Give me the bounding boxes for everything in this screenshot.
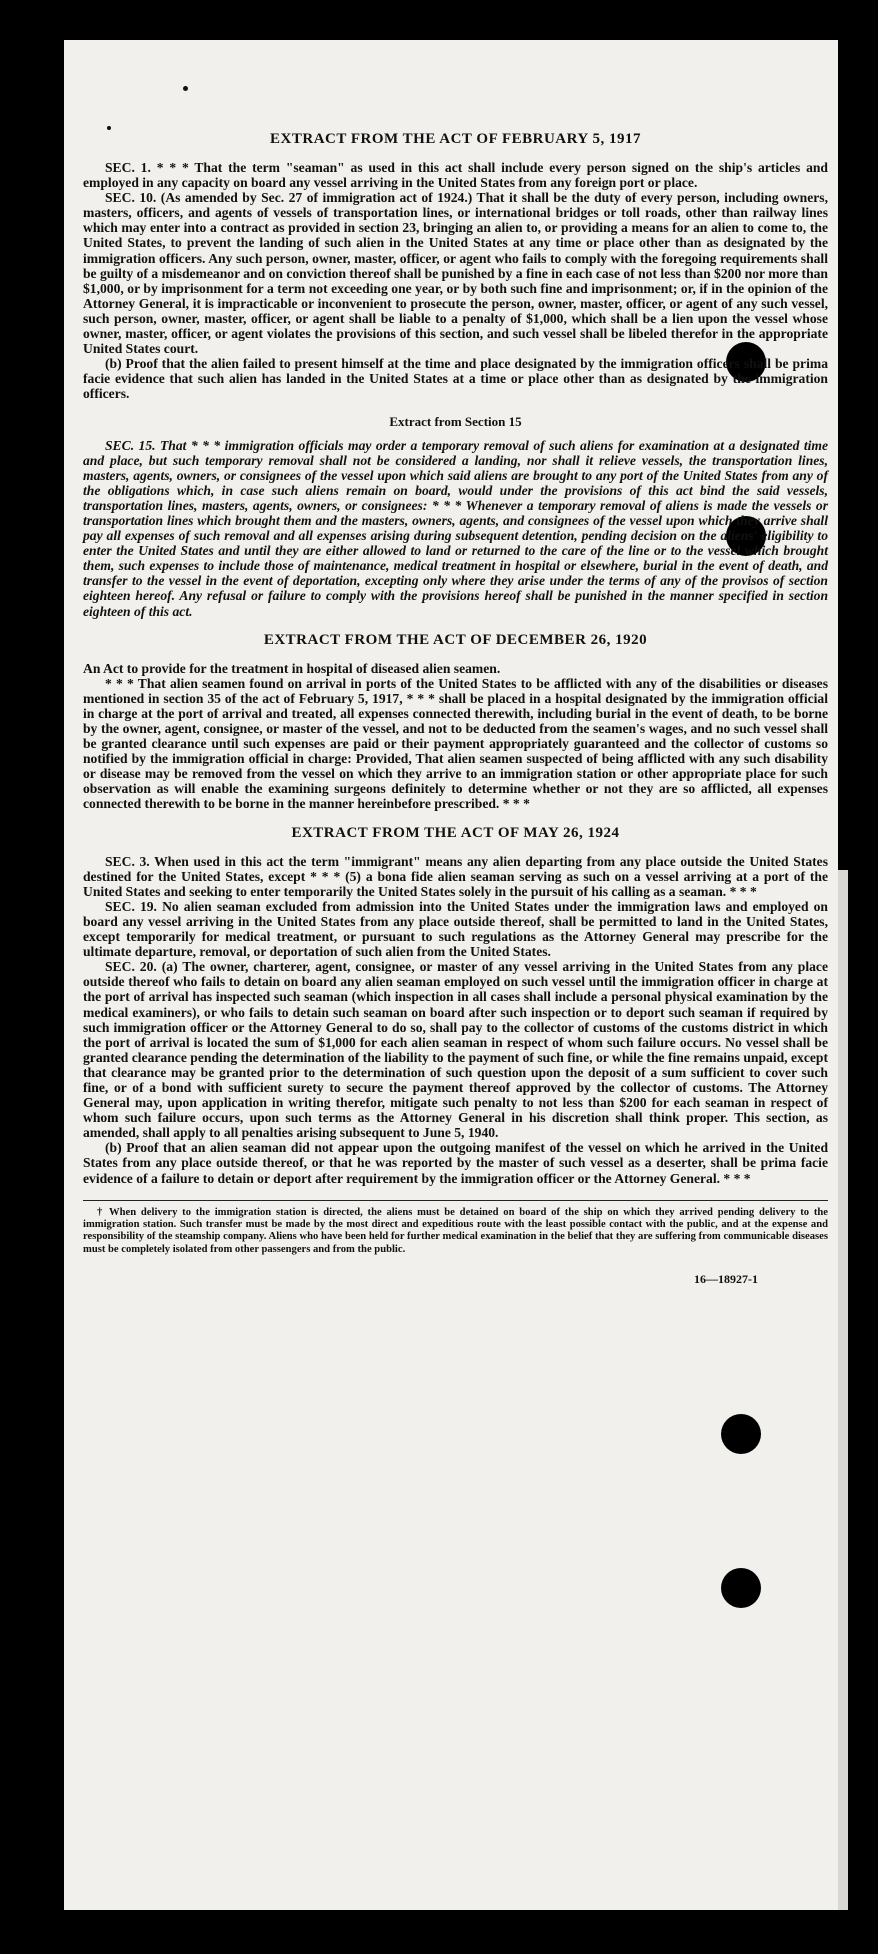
document-body bbox=[83, 130, 828, 1287]
punch-hole bbox=[721, 1568, 761, 1608]
paragraph: An Act to provide for the treatment in hospital of diseased alien seamen. bbox=[83, 660, 501, 676]
paragraph: (b) Proof that the alien failed to present himself at the time and place designated by the immigration officers shall be prima facie evidence that such alien has landed in the United States at a time or place other than as designated by the immigration officers. bbox=[83, 356, 828, 402]
section-heading: EXTRACT FROM THE ACT OF FEBRUARY 5, 1917 bbox=[270, 131, 641, 147]
paragraph: * * * That alien seamen found on arrival in ports of the United States to be afflicted with any of the disabilities or diseases mentioned in section 35 of the act of February 5, 1917, * * * shall be placed in a hospital designated by the immigration official in charge at the port of arrival and treated, all expenses connected therewith, including burial in the event of death, to be borne by the owner, agent, consignee, or master of the vessel, and not to be deducted from the seamen's wages, and no such vessel shall be granted clearance until such expenses are paid or their payment appropriately guaranteed and the collector of customs so notified by the immigration official in charge: Provided, That alien seamen suspected of being afflicted with any such disability or disease may be removed from the vessel on which they arrive to an immigration station or other appropriate place for such observation as will enable the examining surgeons definitely to determine whether or not they are so afflicted, all expenses connected therewith to be borne in the manner hereinbefore prescribed. * * * bbox=[83, 675, 828, 812]
footnote-rule bbox=[83, 1200, 828, 1201]
paragraph: SEC. 19. No alien seaman excluded from admission into the United States under the immigration laws and employed on board any vessel arriving in the United States from any place outside thereof, shall be permitted to land in the United States, except temporarily for medical treatment, or pursuant to such regulations as the Attorney General may prescribe for the ultimate departure, removal, or deportation of such alien from the United States. bbox=[83, 898, 828, 960]
paragraph: (b) Proof that an alien seaman did not appear upon the outgoing manifest of the vessel on which he arrived in the United States from any place outside thereof, or that he was reported by the master of such vessel as a deserter, shall be prima facie evidence of a failure to detain or deport after requirement by the immigration officer or the Attorney General. * * * bbox=[83, 1140, 828, 1186]
section-heading: EXTRACT FROM THE ACT OF MAY 26, 1924 bbox=[291, 824, 620, 841]
section-heading: EXTRACT FROM THE ACT OF DECEMBER 26, 1920 bbox=[263, 631, 648, 648]
paragraph: SEC. 3. When used in this act the term "immigrant" means any alien departing from any place outside the United States destined for the United States, except * * * (5) a bona fide alien seaman serving as such on a vessel arriving at a port of the United States and seeking to enter temporarily the United States solely in the pursuit of his calling as a seaman. * * * bbox=[83, 853, 828, 899]
punch-hole bbox=[721, 1414, 761, 1454]
paragraph: SEC. 10. (As amended by Sec. 27 of immigration act of 1924.) That it shall be the duty of every person, including owners, masters, officers, and agents of vessels of transportation lines, or international bridges or toll roads, other than railway lines which may enter into a contract as provided in section 23, bringing an alien to, or providing a means for an alien to come to, the United States, to prevent the landing of such alien in the United States at any time or place other than as designated by the immigration officers. Any such person, owner, master, officer, or agent who fails to comply with the foregoing requirements shall be guilty of a misdemeanor and on conviction thereof shall be punished by a fine in each case of not less than $200 nor more than $1,000, or by imprisonment for a term not exceeding one year, or by both such fine and imprisonment; or, if in the opinion of the Attorney General, it is impracticable or inconvenient to prosecute the person, owner, master, officer, or agent of any such vessel, such person, owner, master, officer, or agent shall be liable to a penalty of $1,000, which shall be a lien upon the vessel whose owner, master, officer, or agent violates the provisions of this section, and such vessel shall be libeled therefor in the appropriate United States court. bbox=[83, 190, 828, 357]
footnote: † When delivery to the immigration station is directed, the aliens must be detained on board of the ship on which they arrived pending delivery to the immigration station. Such transfer must be made by the most direct and expeditious route with the least possible contact with the public, and at the expense and responsibility of the steamship company. Aliens who have been held for further medical examination in the belief that they are suffering from communicable diseases must be completely isolated from other passengers and from the public. bbox=[83, 1206, 828, 1255]
paragraph: SEC. 20. (a) The owner, charterer, agent, consignee, or master of any vessel arriving in the United States from any place outside thereof who fails to detain on board any alien seaman employed on such vessel until the immigration officer in charge at the port of arrival has inspected such seaman (which inspection in all cases shall include a personal physical examination by the medical examiners), or who fails to detain such seaman on board after such inspection or to deport such seaman if required by such immigration officer or the Attorney General to do so, shall pay to the collector of customs of the customs district in which the port of arrival is located the sum of $1,000 for each alien seaman in respect of whom such failure occurs. No vessel shall be granted clearance pending the determination of the liability to the payment of such fine, or while the fine remains unpaid, except that clearance may be granted prior to the determination of such question upon the deposit of a sum sufficient to cover such fine, or of a bond with sufficient surety to secure the payment thereof approved by the collector of customs. The Attorney General may, upon application in writing therefor, mitigate such penalty to not less than $200 for each seaman in respect of whom such failure occurs, upon such terms as the Attorney General in his discretion shall think proper. This section, as amended, shall apply to all penalties arising subsequent to June 5, 1940. bbox=[83, 959, 828, 1141]
page-curl-edge bbox=[838, 870, 848, 1910]
paragraph: SEC. 1. * * * That the term "seaman" as used in this act shall include every person signed on the ship's articles and employed in any capacity on board any vessel arriving in the United States from any foreign port or place. bbox=[83, 160, 828, 191]
paragraph: SEC. 15. That * * * immigration officials may order a temporary removal of such aliens for examination at a designated time and place, but such temporary removal shall not be considered a landing, nor shall it relieve vessels, the transportation lines, masters, agents, owners, or consignees of the vessel upon which said aliens are brought to any port of the United States from any of the obligations which, in case such aliens remain on board, would under the provisions of this act bind the said vessels, transportation lines, masters, agents, owners, or consignees: * * * Whenever a temporary removal of aliens is made the vessels or transportation lines which brought them and the masters, owners, agents, and consignees of the vessel upon which they arrive shall pay all expenses of such removal and all expenses arising during subsequent detention, pending decision on the aliens' eligibility to enter the United States and until they are either allowed to land or returned to the care of the line or to the vessel which brought them, such expenses to include those of maintenance, medical treatment in hospital or elsewhere, burial in the event of death, and transfer to the vessel in the event of deportation, excepting only where they arise under the terms of any of the provisos of section eighteen hereof. Any refusal or failure to comply with the provisions hereof shall be punished in the manner specified in section eighteen of this act. bbox=[83, 437, 828, 619]
speck-mark bbox=[183, 86, 188, 91]
form-number: 16—18927-1 bbox=[694, 1272, 758, 1287]
section-subheading: Extract from Section 15 bbox=[389, 413, 522, 429]
